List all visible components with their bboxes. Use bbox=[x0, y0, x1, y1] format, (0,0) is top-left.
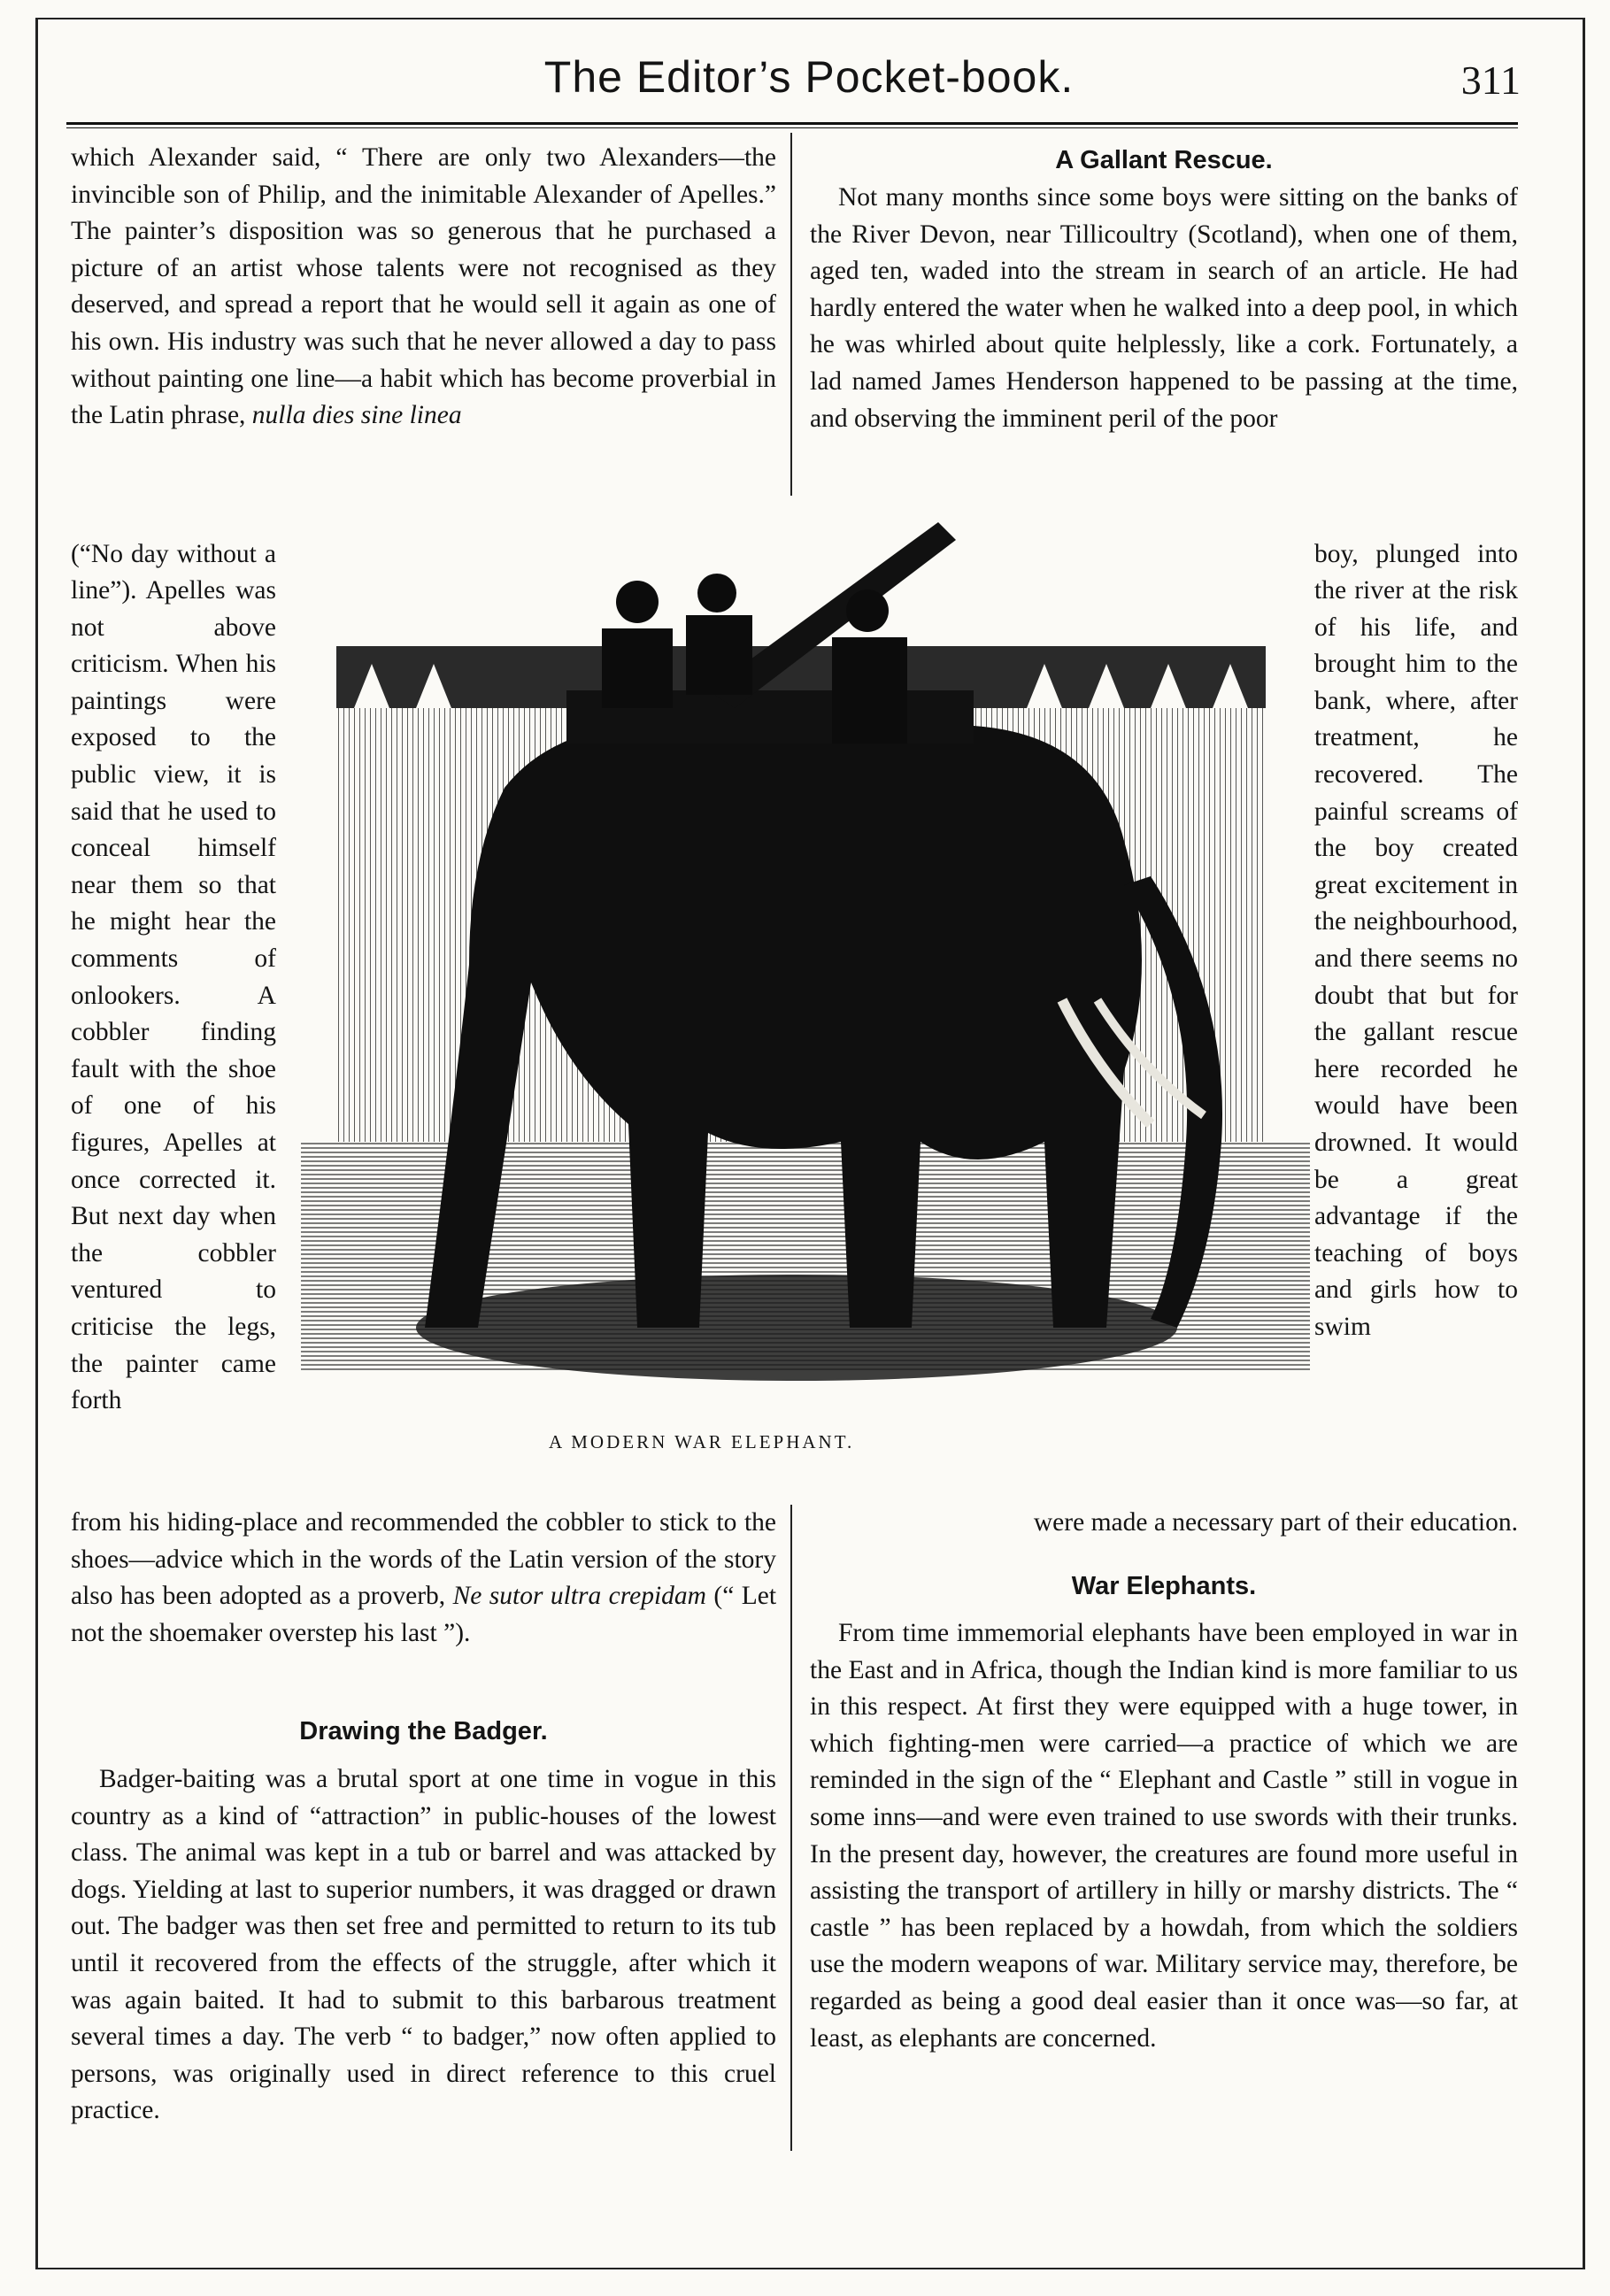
badger-article bbox=[71, 1761, 776, 2130]
header-rule-thin bbox=[66, 127, 1518, 128]
column-divider-top bbox=[790, 133, 792, 496]
rescue-article-end bbox=[810, 1505, 1518, 1542]
latin-phrase-sutor: Ne sutor ultra crepidam bbox=[452, 1582, 706, 1611]
left-column-narrow bbox=[71, 510, 276, 1445]
apelles-text-end: (“ Let not the shoemaker overstep his last ”). bbox=[71, 1582, 777, 1647]
illustration-caption: A MODERN WAR ELEPHANT. bbox=[549, 1431, 855, 1452]
heading-drawing-the-badger: Drawing the Badger. bbox=[299, 1717, 548, 1745]
column-divider-bottom bbox=[790, 1505, 792, 2151]
rescue-article-narrow bbox=[1314, 510, 1518, 1372]
rescue-text-narrow: boy, plunged into the river at the risk of his life, and brought him to the bank, where, after treatment, he recovered. The painful screams of the boy created great excitement in the neighbourhood, and there seems no doubt that but for the gallant rescue here recorded he would have been drowned. It would be a great advantage if the teaching of boys and girls how to swim bbox=[1314, 539, 1518, 1341]
rescue-text-top: Not many months since some boys were sitting on the banks of the River Devon, near Tillicoultry (Scotland), when one of them, aged ten, waded into the stream in search of an article. He had hardly entered the water when he walked into a deep pool, in which he was whirled about quite helplessly, like a cork. Fortunately, a lad named James Henderson happened to be passing at the time, and observing the imminent peril of the poor bbox=[810, 183, 1518, 433]
heading-a-gallant-rescue: A Gallant Rescue. bbox=[1055, 146, 1273, 174]
badger-text: Badger-baiting was a brutal sport at one time in vogue in this country as a kind of “attraction” in public-houses of the lowest class. The animal was kept in a tub or barrel and was attacked by dogs. Yielding at last to superior numbers, it was dragged or drawn out. The badger was then set free and permitted to return to its tub until it recovered from the effects of the struggle, after which it was again baited. It had to submit to this barbarous treatment several times a day. The verb “ to badger,” now often applied to persons, was originally used in direct reference to this cruel practice. bbox=[71, 1765, 776, 2125]
rescue-article-top bbox=[810, 180, 1518, 437]
header-rule bbox=[66, 122, 1518, 125]
latin-phrase-nulla: nulla dies sine linea bbox=[251, 401, 462, 430]
running-title: The Editor’s Pocket-book. bbox=[543, 52, 1075, 102]
left-column-top bbox=[71, 140, 776, 435]
rescue-text-end: were made a necessary part of their education. bbox=[1033, 1508, 1518, 1537]
apelles-text-bottom: from his hiding-place and recommended the cobbler to stick to the shoes—advice which in the words of the Latin version of the story also has been adopted as a proverb, bbox=[71, 1508, 776, 1611]
war-elephants-article bbox=[810, 1615, 1518, 2057]
war-elephant-illustration bbox=[301, 505, 1310, 1425]
apelles-text-narrow: (“No day without a line”). Apelles was not above criticism. When his paintings were exposed to the public view, it is said that he used to conceal himself near them so that he might hear the comments of onlookers. A cobbler finding fault with the shoe of one of his figures, Apelles at once corrected it. But next day when the cobbler ventured to criticise the legs, the painter came forth bbox=[71, 539, 276, 1415]
left-column-bottom bbox=[71, 1505, 776, 1652]
page-number: 311 bbox=[1460, 58, 1521, 103]
apelles-text-top: which Alexander said, “ There are only two Alexanders—the invincible son of Philip, and the inimitable Alexander of Apelles.” The painter’s disposition was so generous that he purchased a picture of an artist whose talents were not recognised as they deserved, and spread a report that he would sell it again as one of his own. His industry was such that he never allowed a day to pass without painting one line—a habit which has become proverbial in the Latin phrase, bbox=[71, 143, 776, 430]
heading-war-elephants: War Elephants. bbox=[1071, 1572, 1257, 1600]
war-elephants-text: From time immemorial elephants have been employed in war in the East and in Africa, though the Indian kind is more familiar to us in this respect. At first they were equipped with a huge tower, in which fighting-men were carried—a practice of which we are reminded in the sign of the “ Elephant and Castle ” still in vogue in some inns—and were even trained to use swords with their trunks. In the present day, however, the creatures are found more useful in assisting the transport of artillery in hilly or marshy districts. The “ castle ” has been replaced by a howdah, from which the soldiers use the modern weapons of war. Military service may, therefore, be regarded as being a good deal easier than it once was—so far, at least, as elephants are concerned. bbox=[810, 1619, 1518, 2053]
page-header bbox=[35, 27, 1583, 124]
